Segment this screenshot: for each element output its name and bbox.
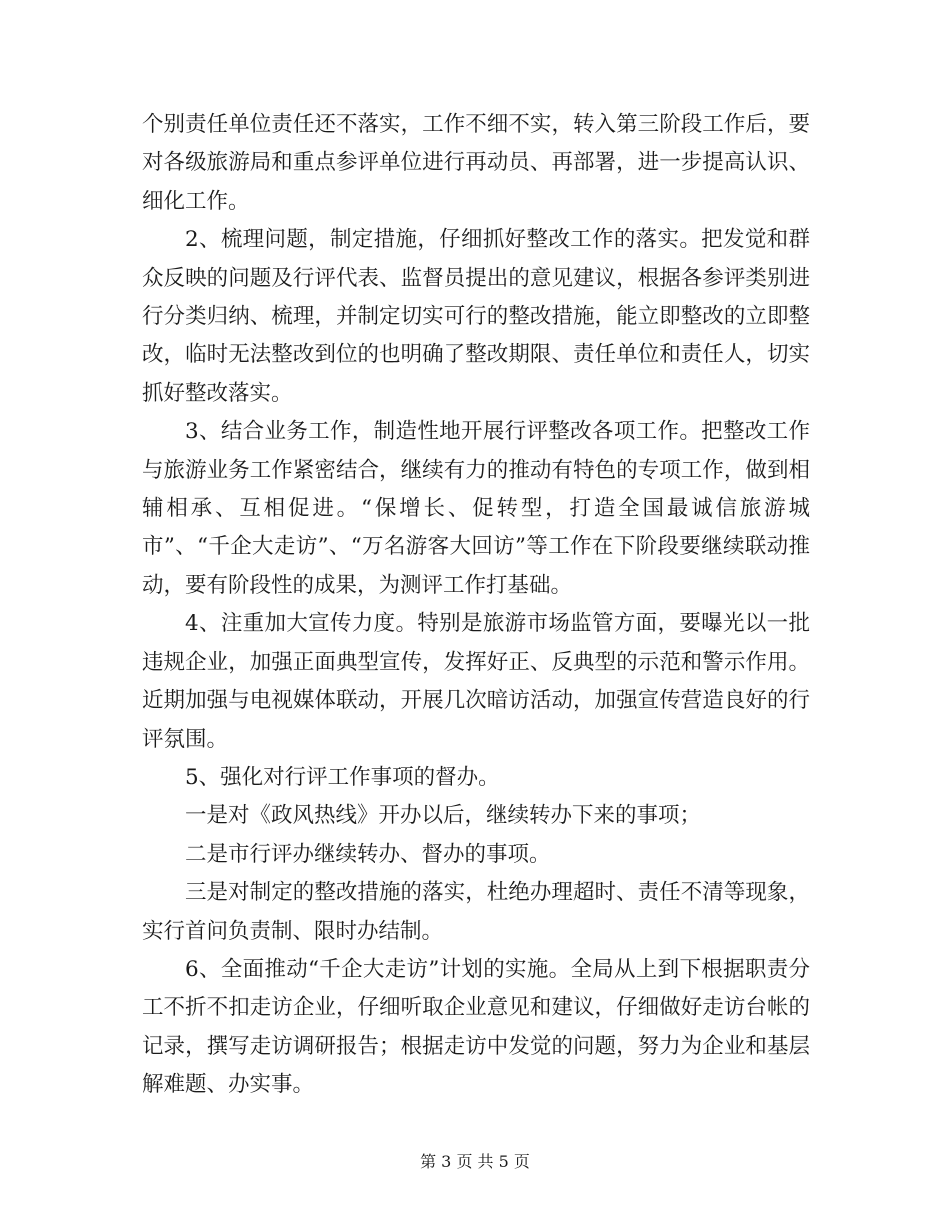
paragraph-7: 二是市行评办继续转办、督办的事项。 [185, 841, 551, 867]
paragraph-6: 一是对《政风热线》开办以后，继续转办下来的事项； [185, 803, 702, 829]
paragraph-2: 2、梳理问题，制定措施，仔细抓好整改工作的落实。把发觉和群众反映的问题及行评代表、监督员提出的意见建议，根据各参评类别进行分类归纳、梳理，并制定切实可行的整改措施，能立即整改的立即整改，临时无法整改到位的也明确了整改期限、责任单位和责任人，切实抓好整改落实。 [142, 227, 810, 406]
paragraph-4: 4、注重加大宣传力度。特别是旅游市场监管方面，要曝光以一批违规企业，加强正面典型宣传，发挥好正、反典型的示范和警示作用。近期加强与电视媒体联动，开展几次暗访活动，加强宣传营造良好的行评氛围。 [142, 611, 810, 752]
paragraph-5: 5、强化对行评工作事项的督办。 [185, 764, 500, 790]
paragraph-8: 三是对制定的整改措施的落实，杜绝办理超时、责任不清等现象，实行首问负责制、限时办结制。 [142, 880, 810, 944]
document-body [142, 106, 810, 1105]
paragraph-3: 3、结合业务工作，制造性地开展行评整改各项工作。把整改工作与旅游业务工作紧密结合，继续有力的推动有特色的专项工作，做到相辅相承、互相促进。“保增长、促转型，打造全国最诚信旅游城市”、“千企大走访”、“万名游客大回访”等工作在下阶段要继续联动推动，要有阶段性的成果，为测评工作打基础。 [142, 419, 810, 598]
paragraph-1: 个别责任单位责任还不落实，工作不细不实，转入第三阶段工作后，要对各级旅游局和重点参评单位进行再动员、再部署，进一步提高认识、细化工作。 [142, 112, 810, 214]
page-number-footer: 第 3 页 共 5 页 [420, 1152, 530, 1171]
paragraph-9: 6、全面推动“千企大走访”计划的实施。全局从上到下根据职责分工不折不扣走访企业，仔细听取企业意见和建议，仔细做好走访台帐的记录，撰写走访调研报告；根据走访中发觉的问题，努力为企业和基层解难题、办实事。 [142, 956, 810, 1098]
